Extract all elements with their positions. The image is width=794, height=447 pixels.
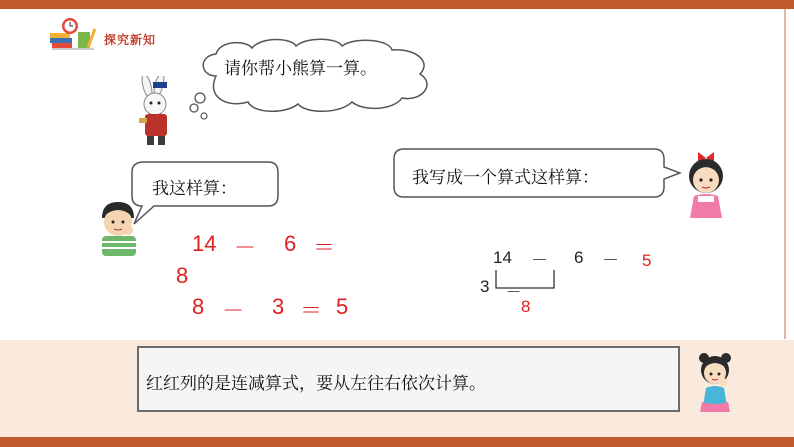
girl-bubble-text: 我写成一个算式这样算： xyxy=(412,168,599,188)
girl-thinking-illustration xyxy=(690,348,740,414)
left-calc-result-5: 5 xyxy=(336,294,349,319)
boy-illustration xyxy=(94,196,144,256)
boy-bubble-text: 我这样算： xyxy=(152,179,237,199)
section-title: 探究新知 xyxy=(104,33,157,47)
teacher-clock-books-icon xyxy=(48,16,98,52)
right-calc-equals: ＝ xyxy=(505,281,522,300)
left-calc-equals-1: ＝ xyxy=(313,235,336,260)
left-calc-operand-3: 3 xyxy=(272,294,285,319)
right-calc-minus-1: － xyxy=(531,251,548,270)
right-calc-bracket-line xyxy=(494,268,558,294)
summary-text: 红红列的是连减算式，要从左往右依次计算。 xyxy=(146,374,486,394)
rabbit-thought-text: 请你帮小熊算一算。 xyxy=(224,59,377,79)
left-calc-operand-6: 6 xyxy=(284,231,297,256)
rabbit-teacher-illustration xyxy=(125,76,187,148)
right-calc-operand-14: 14 xyxy=(493,248,512,267)
girl-with-bow-illustration xyxy=(680,148,734,218)
right-calc-minus-2: － xyxy=(602,251,619,270)
right-calc-operand-6: 6 xyxy=(574,248,584,267)
top-accent-bar xyxy=(0,0,794,9)
left-calc-operand-14: 14 xyxy=(192,231,217,256)
right-calc-answer: 5 xyxy=(642,251,652,270)
right-calc-intermediate: 8 xyxy=(521,297,531,316)
bottom-accent-bar xyxy=(0,437,794,447)
left-calc-equals-2: ＝ xyxy=(300,298,323,323)
right-divider xyxy=(784,9,786,339)
left-calc-minus-2: － xyxy=(222,298,245,323)
left-calc-minus-1: － xyxy=(234,235,257,260)
right-calc-operand-3: 3 xyxy=(480,277,490,296)
left-calc-result-8: 8 xyxy=(176,263,189,288)
left-calc-operand-8: 8 xyxy=(192,294,205,319)
